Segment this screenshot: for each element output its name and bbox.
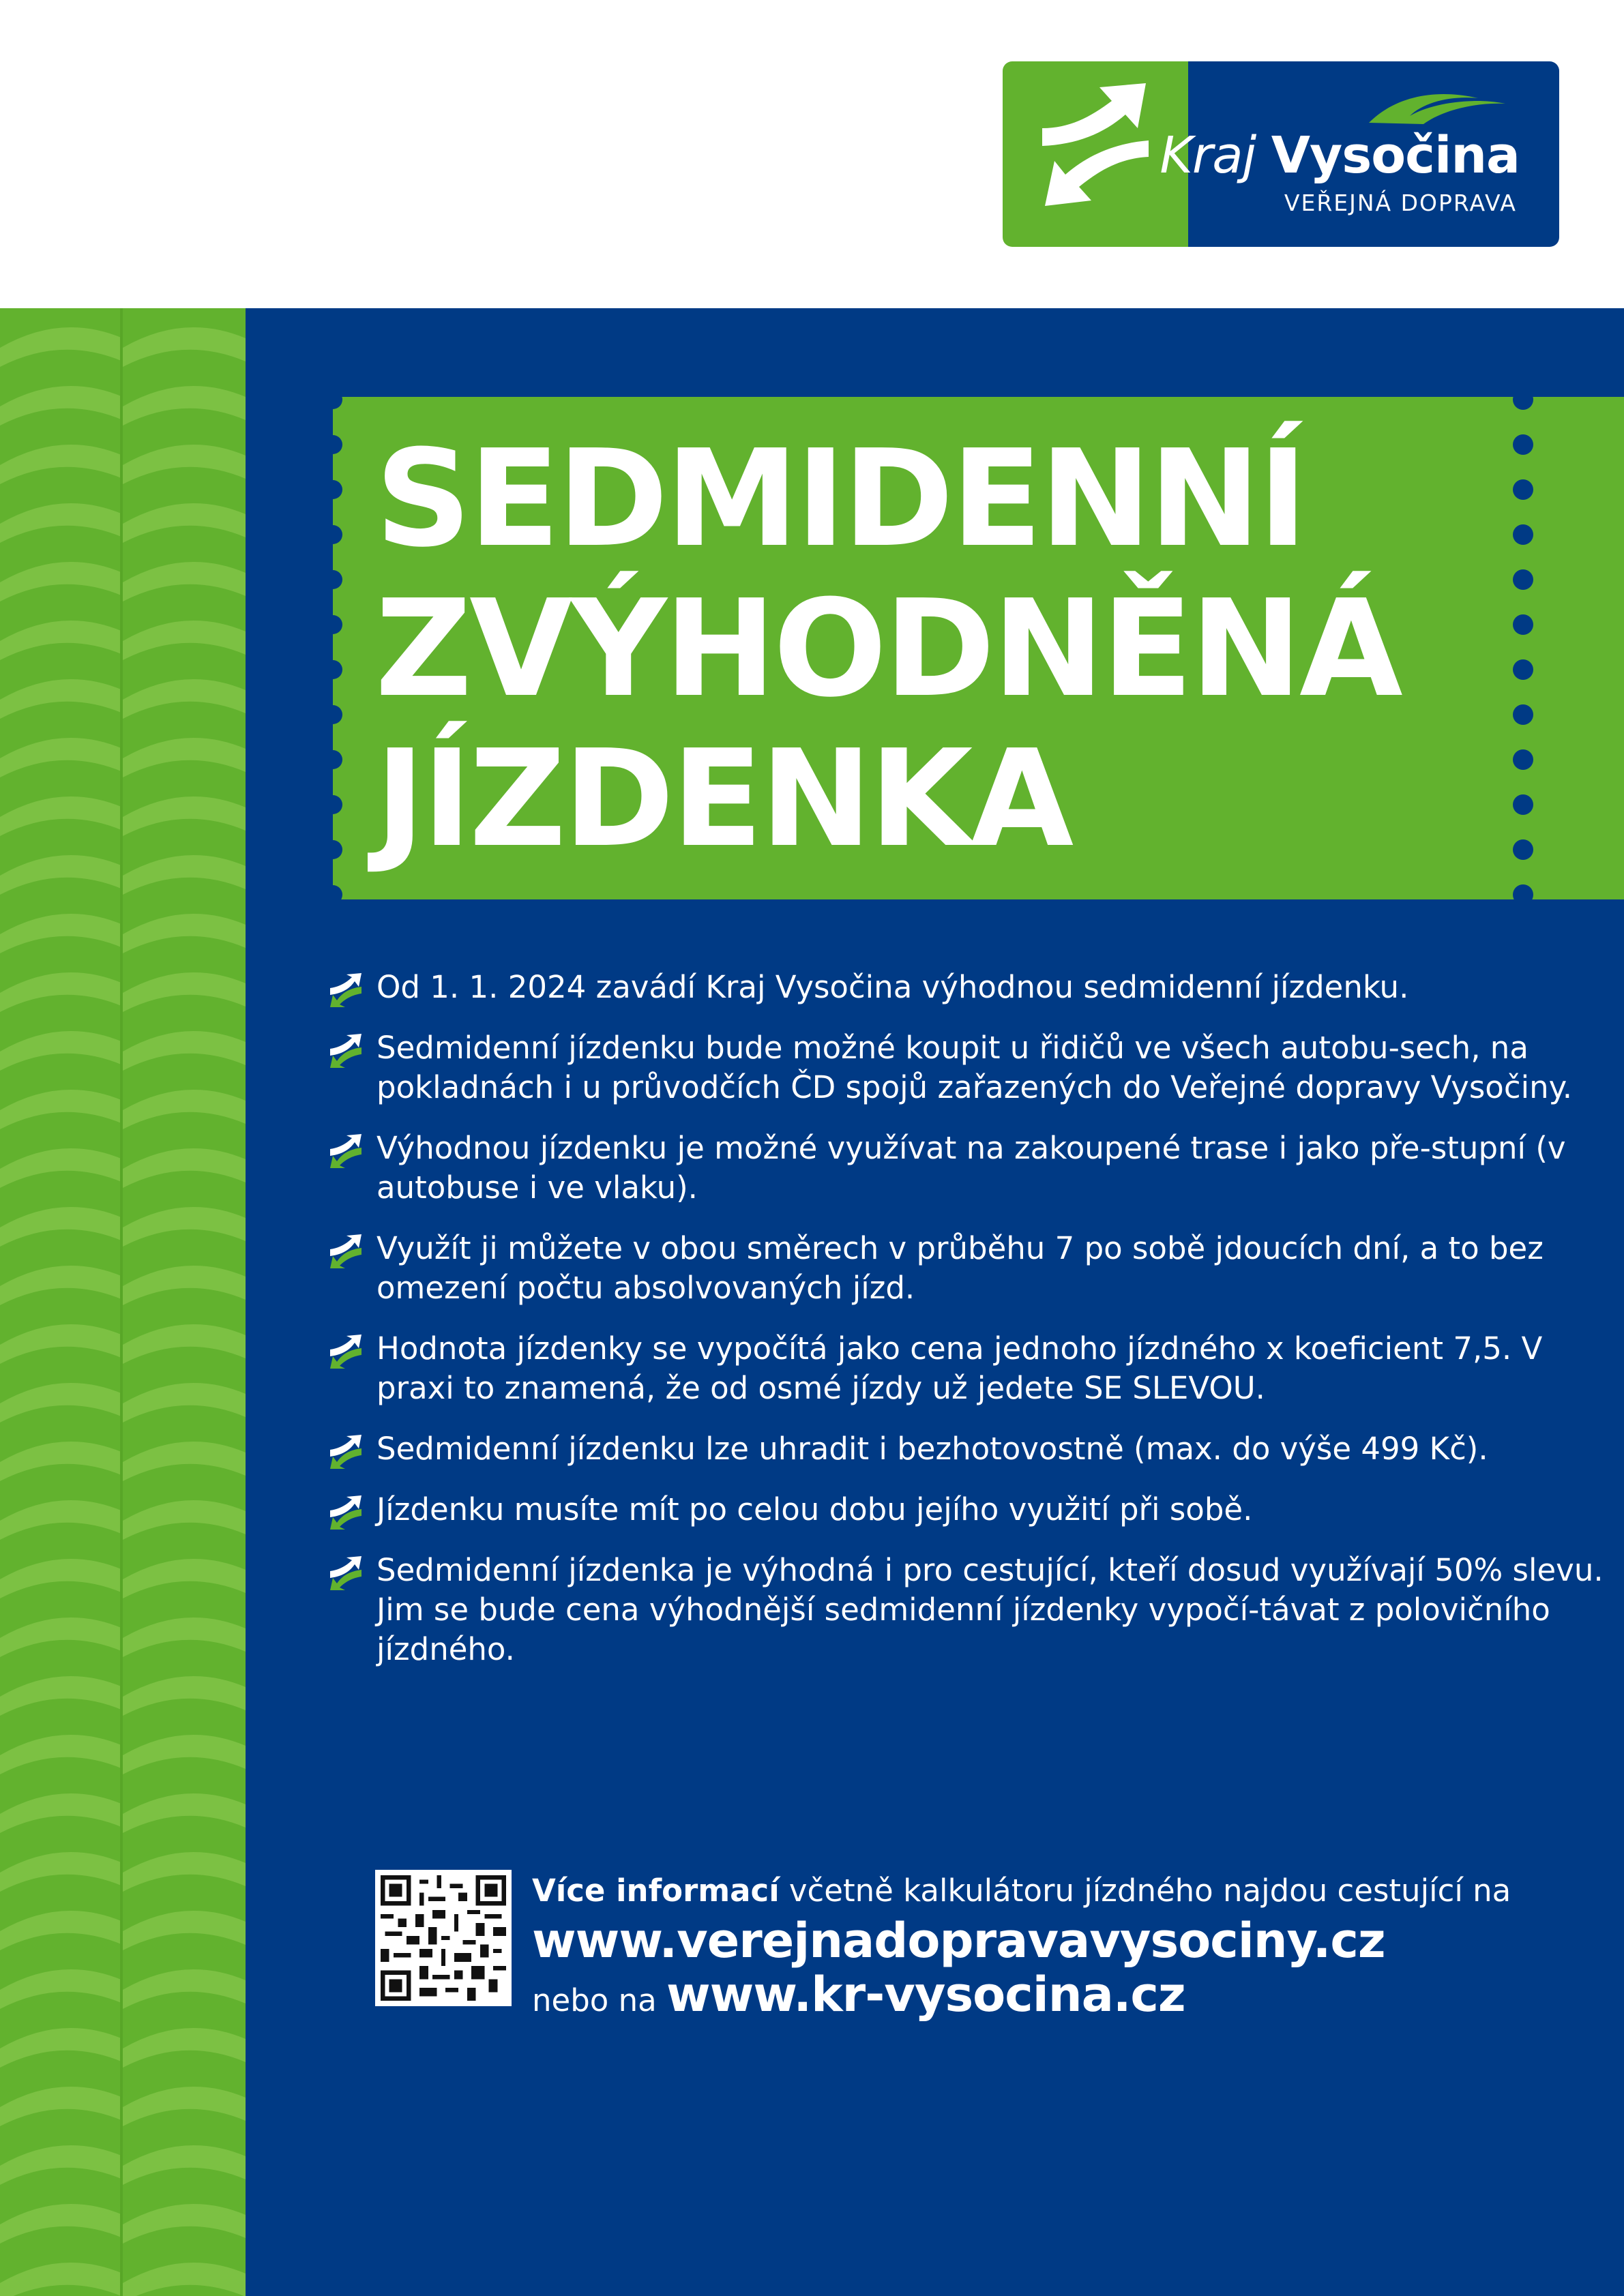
more-info-text [532, 1870, 1511, 2026]
arrow-bullet-icon [329, 1495, 363, 1530]
bullet-text: Využít ji můžete v obou směrech v průběhu 7 po sobě jdoucích dní, a to bez omezení počtu absolvovaných jízd. [377, 1230, 1544, 1306]
chevron-pattern-icon [0, 308, 246, 2296]
bullet-text: Sedmidenní jízdenka je výhodná i pro cestující, kteří dosud využívají 50% slevu. Jim se bude cena výhodnější sedmidenní jízdenky vypočí-távat z polovičního jízdného. [377, 1552, 1604, 1667]
arrow-bullet-icon [329, 1335, 363, 1369]
qr-code-icon [381, 1875, 506, 2001]
list-item [329, 968, 1611, 1007]
kraj-vysocina-logo [1003, 61, 1559, 247]
list-item [329, 1490, 1611, 1530]
list-item [329, 1229, 1611, 1308]
more-info-lead: Více informací [532, 1873, 780, 1909]
arrow-bullet-icon [329, 1034, 363, 1068]
ticket-banner [333, 397, 1624, 899]
arrow-bullet-icon [329, 1556, 363, 1590]
list-item [329, 1129, 1611, 1208]
info-bullet-list [329, 968, 1611, 1690]
page-header [0, 0, 1624, 308]
bullet-text: Sedmidenní jízdenku bude možné koupit u řidičů ve všech autobu-sech, na pokladnách i u průvodčích ČD spojů zařazených do Veřejné dopravy Vysočiny. [377, 1030, 1573, 1105]
main-panel [246, 308, 1624, 2296]
arrow-bullet-icon [329, 973, 363, 1007]
more-info-block [375, 1870, 1623, 2023]
more-info-line [532, 1870, 1511, 1912]
list-item [329, 1551, 1611, 1669]
list-item [329, 1329, 1611, 1408]
bullet-text: Sedmidenní jízdenku lze uhradit i bezhotovostně (max. do výše 499 Kč). [377, 1431, 1488, 1467]
swoosh-icon [1369, 89, 1505, 127]
logo-brand [1160, 128, 1520, 183]
title-line-2: ZVÝHODNĚNÁ [375, 571, 1400, 727]
logo-brand-name: Vysočina [1271, 126, 1520, 185]
logo-text-panel [1160, 61, 1559, 247]
website-link-primary[interactable]: www.verejnadopravavysociny.cz [532, 1913, 1385, 1969]
arrow-bullet-icon [329, 1435, 363, 1469]
arrow-bullet-icon [329, 1234, 363, 1268]
logo-brand-kraj: Kraj [1160, 126, 1256, 185]
bullet-text: Jízdenku musíte mít po celou dobu jejího využití při sobě. [377, 1491, 1253, 1527]
bullet-text: Výhodnou jízdenku je možné využívat na zakoupené trase i jako pře-stupní (v autobuse i ve vlaku). [377, 1130, 1566, 1206]
title-line-3: JÍZDENKA [375, 721, 1072, 877]
list-item [329, 1028, 1611, 1107]
decorative-side-stripe [0, 308, 246, 2296]
title-line-1: SEDMIDENNÍ [375, 421, 1305, 577]
logo-subtitle: VEŘEJNÁ DOPRAVA [1284, 190, 1517, 216]
more-info-rest: včetně kalkulátoru jízdného najdou cestující na [779, 1873, 1511, 1909]
ticket-perforation-right [1513, 397, 1533, 899]
more-info-alt-line [532, 1969, 1511, 2026]
ticket-title [375, 421, 1400, 877]
website-link-secondary[interactable]: www.kr-vysocina.cz [666, 1967, 1185, 2023]
qr-code[interactable] [375, 1870, 512, 2006]
list-item [329, 1429, 1611, 1469]
swap-arrows-icon [1042, 82, 1149, 225]
ticket-perforation-left [323, 397, 342, 899]
or-text: nebo na [532, 1982, 657, 2018]
arrow-bullet-icon [329, 1134, 363, 1168]
bullet-text: Hodnota jízdenky se vypočítá jako cena jednoho jízdného x koeficient 7,5. V praxi to znamená, že od osmé jízdy už jedete SE SLEVOU. [377, 1330, 1543, 1406]
bullet-text: Od 1. 1. 2024 zavádí Kraj Vysočina výhodnou sedmidenní jízdenku. [377, 969, 1409, 1005]
